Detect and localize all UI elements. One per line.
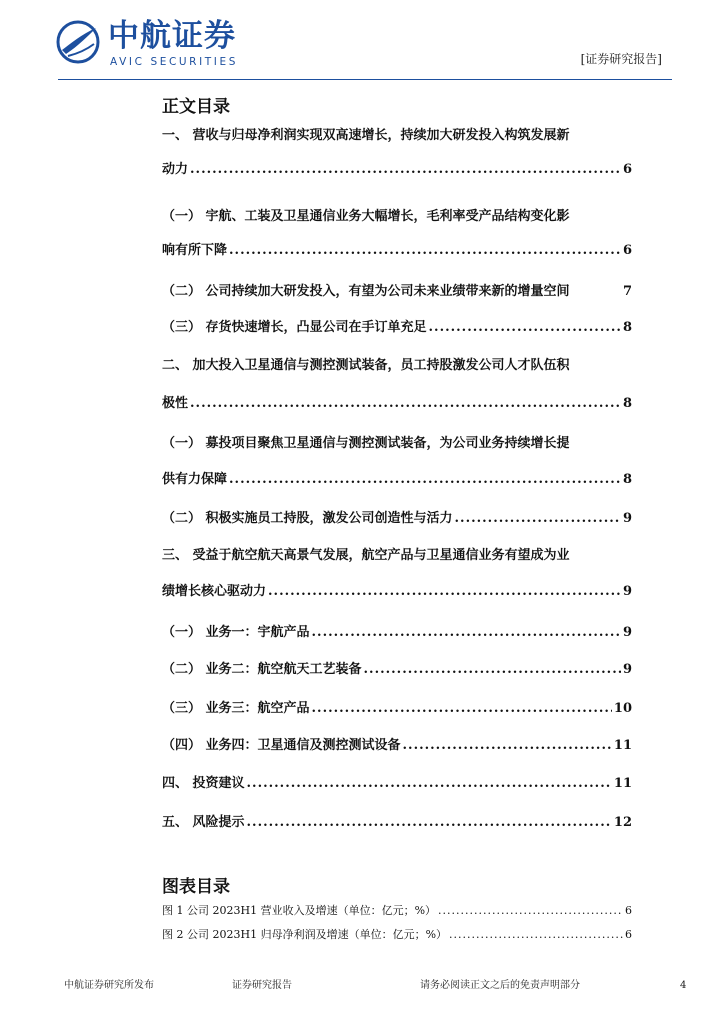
logo-chinese-name: 中航证券 [108, 18, 236, 54]
toc-leader-dots [247, 813, 612, 833]
figure-entry[interactable] [162, 927, 632, 943]
toc-entry-text: （三） 业务三：航空产品 [162, 701, 310, 716]
toc-leader-dots [312, 623, 621, 643]
figure-entry-text: 图 1 公司 2023H1 营业收入及增速（单位：亿元；%） [162, 904, 437, 917]
toc-entry[interactable] [162, 699, 632, 719]
toc-entry-text-cont: 动力 [162, 162, 189, 177]
toc-leader-dots [455, 509, 621, 529]
toc-page-number: 11 [613, 738, 632, 753]
toc-entry-text: （二） 业务二：航空航天工艺装备 [162, 662, 362, 677]
toc-entry-text: 一、 营收与归母净利润实现双高速增长，持续加大研发投入构筑发展新 [162, 128, 570, 143]
company-logo [56, 18, 256, 72]
toc-entry[interactable] [162, 207, 632, 261]
toc-leader-dots [403, 736, 612, 756]
toc-page-number: 9 [622, 625, 632, 640]
figure-page-number: 6 [625, 928, 632, 941]
toc-entry-text: 三、 受益于航空航天高景气发展，航空产品与卫星通信业务有望成为业 [162, 548, 570, 563]
report-type-tag: [证券研究报告] [580, 52, 662, 66]
toc-entry-text: （一） 宇航、工装及卫星通信业务大幅增长，毛利率受产品结构变化影 [162, 209, 570, 224]
toc-entry[interactable] [162, 660, 632, 680]
toc-entry[interactable] [162, 623, 632, 643]
toc-page-number: 11 [613, 776, 632, 791]
toc-entry-text-cont: 绩增长核心驱动力 [162, 584, 267, 599]
toc-page-number: 8 [622, 396, 632, 411]
toc-leader-dots [190, 394, 621, 414]
toc-leader-dots [268, 582, 621, 602]
footer-page-number: 4 [680, 980, 687, 991]
footer-report-type: 证券研究报告 [232, 980, 292, 991]
toc-page-number: 6 [622, 162, 632, 177]
page-footer [0, 970, 724, 994]
toc-page-number: 9 [622, 662, 632, 677]
toc-entry-text: （一） 募投项目聚焦卫星通信与测控测试装备，为公司业务持续增长提 [162, 436, 570, 451]
toc-leader-dots [190, 160, 621, 180]
toc-entry-text-cont: 供有力保障 [162, 472, 228, 487]
toc-leader-dots [438, 903, 623, 919]
toc-entry[interactable] [162, 318, 632, 338]
toc-entry[interactable] [162, 356, 632, 414]
toc-leader-dots [229, 470, 621, 490]
toc-entry[interactable] [162, 813, 632, 833]
figure-entry[interactable] [162, 903, 632, 919]
toc-entry-text: （四） 业务四：卫星通信及测控测试设备 [162, 738, 401, 753]
toc-entry[interactable] [162, 774, 632, 794]
toc-entry[interactable] [162, 126, 632, 180]
toc-leader-dots [364, 660, 621, 680]
toc-page-number: 7 [622, 284, 632, 299]
toc-page-number: 8 [622, 472, 632, 487]
avic-logo-icon [56, 20, 100, 64]
toc-entry[interactable] [162, 509, 632, 529]
toc-leader-dots [229, 241, 621, 261]
toc-leader-dots [429, 318, 621, 338]
toc-entry-text: 五、 风险提示 [162, 815, 245, 830]
toc-entry-text-cont: 响有所下降 [162, 243, 228, 258]
toc-leader-dots [247, 774, 612, 794]
figure-list-title: 图表目录 [162, 877, 230, 897]
logo-english-name: AVIC SECURITIES [110, 56, 238, 68]
toc-entry[interactable] [162, 282, 632, 302]
figure-entry-text: 图 2 公司 2023H1 归母净利润及增速（单位：亿元；%） [162, 928, 448, 941]
toc-page-number: 9 [622, 511, 632, 526]
toc-page-number: 10 [613, 701, 632, 716]
toc-title: 正文目录 [162, 97, 230, 117]
toc-page-number: 8 [622, 320, 632, 335]
toc-entry-text: （二） 公司持续加大研发投入，有望为公司未来业绩带来新的增量空间 [162, 284, 570, 299]
toc-entry-text: 四、 投资建议 [162, 776, 245, 791]
toc-leader-dots [449, 927, 623, 943]
toc-entry[interactable] [162, 736, 632, 756]
toc-entry[interactable] [162, 546, 632, 602]
toc-entry[interactable] [162, 434, 632, 490]
toc-leader-dots [312, 699, 612, 719]
toc-page-number: 12 [613, 815, 632, 830]
page-header [0, 0, 724, 82]
toc-page-number: 9 [622, 584, 632, 599]
toc-entry-text: （二） 积极实施员工持股，激发公司创造性与活力 [162, 511, 453, 526]
figure-page-number: 6 [625, 904, 632, 917]
toc-entry-text: （一） 业务一：宇航产品 [162, 625, 310, 640]
footer-disclaimer: 请务必阅读正文之后的免责声明部分 [420, 980, 580, 991]
toc-entry-text: 二、 加大投入卫星通信与测控测试装备，员工持股激发公司人才队伍积 [162, 358, 570, 373]
toc-entry-text: （三） 存货快速增长，凸显公司在手订单充足 [162, 320, 427, 335]
toc-entry-text-cont: 极性 [162, 396, 189, 411]
toc-page-number: 6 [622, 243, 632, 258]
header-divider [58, 79, 672, 80]
footer-publisher: 中航证券研究所发布 [64, 980, 154, 991]
